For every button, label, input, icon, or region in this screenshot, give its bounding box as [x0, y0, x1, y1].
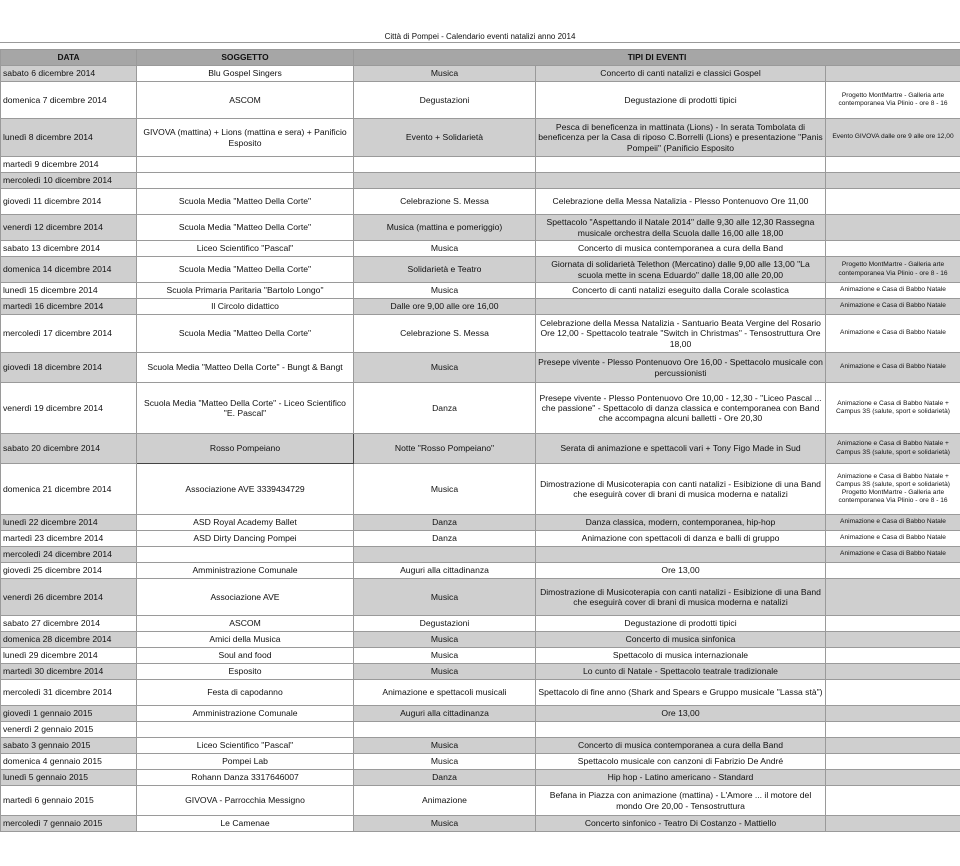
date-cell[interactable]: martedì 23 dicembre 2014	[1, 531, 137, 547]
event-type-cell[interactable]: Musica	[354, 579, 536, 616]
description-cell[interactable]: Spettacolo di musica internazionale	[536, 648, 826, 664]
description-cell[interactable]: Dimostrazione di Musicoterapia con canti natalizi - Esibizione di una Band che eseguirà cover di brani di musica moderna e natalizi	[536, 464, 826, 515]
date-cell[interactable]: venerdì 2 gennaio 2015	[1, 722, 137, 738]
subject-cell[interactable]: Soul and food	[137, 648, 354, 664]
event-type-cell[interactable]: Animazione e spettacoli musicali	[354, 680, 536, 706]
table-row	[1, 173, 960, 189]
subject-cell[interactable]: Associazione AVE	[137, 579, 354, 616]
subject-cell[interactable]: Amministrazione Comunale	[137, 563, 354, 579]
event-type-cell[interactable]: Animazione	[354, 786, 536, 816]
note-cell[interactable]: Animazione e Casa di Babbo Natale	[826, 547, 960, 563]
note-cell[interactable]	[826, 173, 960, 189]
description-cell[interactable]: Spettacolo musicale con canzoni di Fabrizio De André	[536, 754, 826, 770]
date-cell[interactable]: domenica 28 dicembre 2014	[1, 632, 137, 648]
description-cell[interactable]: Concerto di musica sinfonica	[536, 632, 826, 648]
subject-cell[interactable]: ASCOM	[137, 616, 354, 632]
note-cell[interactable]	[826, 648, 960, 664]
table-row	[1, 664, 960, 680]
note-cell[interactable]	[826, 816, 960, 832]
table-row	[1, 241, 960, 257]
table-row	[1, 816, 960, 832]
description-cell[interactable]: Dimostrazione di Musicoterapia con canti natalizi - Esibizione di una Band che eseguirà cover di brani di musica moderna e natalizi	[536, 579, 826, 616]
table-row	[1, 616, 960, 632]
date-cell[interactable]: martedì 9 dicembre 2014	[1, 157, 137, 173]
description-cell[interactable]	[536, 173, 826, 189]
date-cell[interactable]: martedì 6 gennaio 2015	[1, 786, 137, 816]
subject-cell[interactable]	[137, 722, 354, 738]
date-cell[interactable]: domenica 4 gennaio 2015	[1, 754, 137, 770]
description-cell[interactable]: Presepe vivente - Plesso Pontenuovo Ore 16,00 - Spettacolo musicale con percussionisti	[536, 353, 826, 383]
table-row	[1, 119, 960, 157]
event-type-cell[interactable]: Celebrazione S. Messa	[354, 189, 536, 215]
description-cell[interactable]: Serata di animazione e spettacoli vari + Tony Figo Made in Sud	[536, 434, 826, 464]
note-cell[interactable]	[826, 579, 960, 616]
date-cell[interactable]: giovedì 18 dicembre 2014	[1, 353, 137, 383]
description-cell[interactable]: Pesca di beneficenza in mattinata (Lions) - In serata Tombolata di beneficenza per la Casa di riposo C.Borrelli (Lions) e presentazione "Panis Pompeii" (Panificio Esposito	[536, 119, 826, 157]
subject-cell[interactable]: Pompei Lab	[137, 754, 354, 770]
event-type-cell[interactable]	[354, 722, 536, 738]
table-row	[1, 722, 960, 738]
header-tipi: TIPI DI EVENTI	[354, 50, 960, 66]
subject-cell[interactable]: Blu Gospel Singers	[137, 66, 354, 82]
subject-cell[interactable]: Amici della Musica	[137, 632, 354, 648]
table-row	[1, 215, 960, 241]
date-cell[interactable]: martedì 16 dicembre 2014	[1, 299, 137, 315]
event-type-cell[interactable]: Musica	[354, 816, 536, 832]
table-row	[1, 383, 960, 434]
note-cell[interactable]	[826, 706, 960, 722]
table-row	[1, 66, 960, 82]
date-cell[interactable]: martedì 30 dicembre 2014	[1, 664, 137, 680]
date-cell[interactable]: sabato 6 dicembre 2014	[1, 66, 137, 82]
note-cell[interactable]	[826, 241, 960, 257]
table-row	[1, 754, 960, 770]
subject-cell[interactable]: Rosso Pompeiano	[137, 434, 354, 464]
note-cell[interactable]	[826, 786, 960, 816]
event-type-cell[interactable]: Danza	[354, 515, 536, 531]
subject-cell[interactable]: Esposito	[137, 664, 354, 680]
events-table	[0, 49, 960, 832]
subject-cell[interactable]: Festa di capodanno	[137, 680, 354, 706]
note-cell[interactable]	[826, 616, 960, 632]
note-cell[interactable]	[826, 66, 960, 82]
date-cell[interactable]: mercoledì 10 dicembre 2014	[1, 173, 137, 189]
table-row	[1, 82, 960, 119]
description-cell[interactable]: Befana in Piazza con animazione (mattina) - L'Amore ... il motore del mondo Ore 20,00 - Tensostruttura	[536, 786, 826, 816]
table-row	[1, 434, 960, 464]
table-row	[1, 563, 960, 579]
event-type-cell[interactable]: Celebrazione S. Messa	[354, 315, 536, 353]
date-cell[interactable]: lunedì 22 dicembre 2014	[1, 515, 137, 531]
table-row	[1, 547, 960, 563]
event-type-cell[interactable]: Musica	[354, 66, 536, 82]
note-cell[interactable]: Animazione e Casa di Babbo Natale	[826, 299, 960, 315]
note-cell[interactable]	[826, 664, 960, 680]
subject-cell[interactable]	[137, 157, 354, 173]
subject-cell[interactable]: Il Circolo didattico	[137, 299, 354, 315]
date-cell[interactable]: lunedì 15 dicembre 2014	[1, 283, 137, 299]
subject-cell[interactable]: Scuola Media "Matteo Della Corte" - Bungt & Bangt	[137, 353, 354, 383]
date-cell[interactable]: giovedì 11 dicembre 2014	[1, 189, 137, 215]
event-type-cell[interactable]: Musica	[354, 464, 536, 515]
date-cell[interactable]: domenica 7 dicembre 2014	[1, 82, 137, 119]
event-type-cell[interactable]: Dalle ore 9,00 alle ore 16,00	[354, 299, 536, 315]
subject-cell[interactable]	[137, 547, 354, 563]
event-type-cell[interactable]: Degustazioni	[354, 82, 536, 119]
note-cell[interactable]	[826, 563, 960, 579]
event-type-cell[interactable]: Musica	[354, 241, 536, 257]
date-cell[interactable]: mercoledì 24 dicembre 2014	[1, 547, 137, 563]
table-row	[1, 648, 960, 664]
description-cell[interactable]	[536, 157, 826, 173]
note-cell[interactable]	[826, 738, 960, 754]
description-cell[interactable]: Presepe vivente - Plesso Pontenuovo Ore 10,00 - 12,30 - "Liceo Pascal ... che passione" - Spettacolo di danza classica e contemporanea con Band che accompagna alcuni balletti - Ore 20,30	[536, 383, 826, 434]
note-cell[interactable]	[826, 680, 960, 706]
date-cell[interactable]: giovedì 25 dicembre 2014	[1, 563, 137, 579]
date-cell[interactable]: venerdì 26 dicembre 2014	[1, 579, 137, 616]
date-cell[interactable]: venerdì 12 dicembre 2014	[1, 215, 137, 241]
event-type-cell[interactable]: Degustazioni	[354, 616, 536, 632]
description-cell[interactable]: Ore 13,00	[536, 706, 826, 722]
date-cell[interactable]: giovedì 1 gennaio 2015	[1, 706, 137, 722]
description-cell[interactable]	[536, 722, 826, 738]
description-cell[interactable]: Animazione con spettacoli di danza e balli di gruppo	[536, 531, 826, 547]
date-cell[interactable]: sabato 3 gennaio 2015	[1, 738, 137, 754]
table-row	[1, 157, 960, 173]
date-cell[interactable]: lunedì 29 dicembre 2014	[1, 648, 137, 664]
subject-cell[interactable]: Scuola Media "Matteo Della Corte"	[137, 257, 354, 283]
description-cell[interactable]: Degustazione di prodotti tipici	[536, 616, 826, 632]
description-cell[interactable]: Giornata di solidarietà Telethon (Mercatino) dalle 9,00 alle 13,00 "La scuola mette in scena Eduardo" dalle 18,00 alle 20,00	[536, 257, 826, 283]
description-cell[interactable]: Degustazione di prodotti tipici	[536, 82, 826, 119]
note-cell[interactable]: Animazione e Casa di Babbo Natale	[826, 283, 960, 299]
event-type-cell[interactable]: Musica	[354, 738, 536, 754]
subject-cell[interactable]	[137, 173, 354, 189]
date-cell[interactable]: mercoledì 17 dicembre 2014	[1, 315, 137, 353]
event-type-cell[interactable]: Musica	[354, 664, 536, 680]
event-type-cell[interactable]: Evento + Solidarietà	[354, 119, 536, 157]
description-cell[interactable]: Concerto di canti natalizi eseguito dalla Corale scolastica	[536, 283, 826, 299]
table-row	[1, 464, 960, 515]
event-type-cell[interactable]: Auguri alla cittadinanza	[354, 563, 536, 579]
table-row	[1, 315, 960, 353]
note-cell[interactable]	[826, 722, 960, 738]
table-row	[1, 257, 960, 283]
note-cell[interactable]: Progetto MontMartre - Galleria arte contemporanea Via Plinio - ore 8 - 16	[826, 82, 960, 119]
description-cell[interactable]: Concerto di musica contemporanea a cura della Band	[536, 241, 826, 257]
date-cell[interactable]: sabato 20 dicembre 2014	[1, 434, 137, 464]
description-cell[interactable]	[536, 547, 826, 563]
note-cell[interactable]	[826, 770, 960, 786]
table-row	[1, 579, 960, 616]
subject-cell[interactable]: Le Camenae	[137, 816, 354, 832]
event-type-cell[interactable]: Notte "Rosso Pompeiano"	[354, 434, 536, 464]
subject-cell[interactable]: Scuola Media "Matteo Della Corte"	[137, 189, 354, 215]
table-row	[1, 515, 960, 531]
subject-cell[interactable]: ASD Dirty Dancing Pompei	[137, 531, 354, 547]
subject-cell[interactable]: Scuola Primaria Paritaria "Bartolo Longo"	[137, 283, 354, 299]
table-row	[1, 531, 960, 547]
event-type-cell[interactable]: Musica	[354, 283, 536, 299]
subject-cell[interactable]: Rohann Danza 3317646007	[137, 770, 354, 786]
subject-cell[interactable]: ASCOM	[137, 82, 354, 119]
description-cell[interactable]: Lo cunto di Natale - Spettacolo teatrale tradizionale	[536, 664, 826, 680]
event-type-cell[interactable]: Danza	[354, 383, 536, 434]
note-cell[interactable]: Animazione e Casa di Babbo Natale	[826, 315, 960, 353]
description-cell[interactable]: Celebrazione della Messa Natalizia - Plesso Pontenuovo Ore 11,00	[536, 189, 826, 215]
event-type-cell[interactable]	[354, 173, 536, 189]
subject-cell[interactable]: Associazione AVE 3339434729	[137, 464, 354, 515]
subject-cell[interactable]: ASD Royal Academy Ballet	[137, 515, 354, 531]
sheet-title: Città di Pompei - Calendario eventi natalizi anno 2014	[384, 32, 576, 41]
description-cell[interactable]: Spettacolo di fine anno (Shark and Spears e Gruppo musicale "Lassa stà")	[536, 680, 826, 706]
event-type-cell[interactable]: Danza	[354, 531, 536, 547]
note-cell[interactable]: Animazione e Casa di Babbo Natale + Campus 3S (salute, sport e solidarietà) Progetto MontMartre - Galleria arte contemporanea Via Plinio - ore 8 - 16	[826, 464, 960, 515]
description-cell[interactable]: Ore 13,00	[536, 563, 826, 579]
description-cell[interactable]: Concerto di canti natalizi e classici Gospel	[536, 66, 826, 82]
event-type-cell[interactable]: Auguri alla cittadinanza	[354, 706, 536, 722]
event-type-cell[interactable]: Danza	[354, 770, 536, 786]
event-type-cell[interactable]: Musica	[354, 353, 536, 383]
subject-cell[interactable]: GIVOVA (mattina) + Lions (mattina e sera) + Panificio Esposito	[137, 119, 354, 157]
note-cell[interactable]	[826, 215, 960, 241]
table-row	[1, 770, 960, 786]
note-cell[interactable]	[826, 157, 960, 173]
description-cell[interactable]: Celebrazione della Messa Natalizia - Santuario Beata Vergine del Rosario Ore 12,00 - Spettacolo teatrale "Switch in Christmas" - Tensostruttura Ore 18,00	[536, 315, 826, 353]
subject-cell[interactable]: Liceo Scientifico "Pascal"	[137, 738, 354, 754]
note-cell[interactable]: Evento GIVOVA dalle ore 9 alle ore 12,00	[826, 119, 960, 157]
description-cell[interactable]: Concerto di musica contemporanea a cura della Band	[536, 738, 826, 754]
table-row	[1, 786, 960, 816]
event-type-cell[interactable]: Musica	[354, 648, 536, 664]
description-cell[interactable]: Hip hop - Latino americano - Standard	[536, 770, 826, 786]
description-cell[interactable]: Spettacolo "Aspettando il Natale 2014" dalle 9,30 alle 12,30 Rassegna musicale orchestra della Scuola dalle 16,00 alle 18,00	[536, 215, 826, 241]
table-row	[1, 738, 960, 754]
date-cell[interactable]: domenica 21 dicembre 2014	[1, 464, 137, 515]
note-cell[interactable]	[826, 632, 960, 648]
note-cell[interactable]: Animazione e Casa di Babbo Natale + Campus 3S (salute, sport e solidarietà)	[826, 434, 960, 464]
description-cell[interactable]: Danza classica, modern, contemporanea, hip-hop	[536, 515, 826, 531]
note-cell[interactable]: Progetto MontMartre - Galleria arte contemporanea Via Plinio - ore 8 - 16	[826, 257, 960, 283]
date-cell[interactable]: lunedì 5 gennaio 2015	[1, 770, 137, 786]
event-type-cell[interactable]: Solidarietà e Teatro	[354, 257, 536, 283]
description-cell[interactable]: Concerto sinfonico - Teatro Di Costanzo - Mattiello	[536, 816, 826, 832]
table-row	[1, 706, 960, 722]
header-soggetto: SOGGETTO	[137, 50, 354, 66]
event-type-cell[interactable]	[354, 157, 536, 173]
table-row	[1, 680, 960, 706]
date-cell[interactable]: sabato 13 dicembre 2014	[1, 241, 137, 257]
event-type-cell[interactable]: Musica	[354, 754, 536, 770]
note-cell[interactable]: Animazione e Casa di Babbo Natale	[826, 515, 960, 531]
date-cell[interactable]: mercoledì 31 dicembre 2014	[1, 680, 137, 706]
table-row	[1, 189, 960, 215]
date-cell[interactable]: mercoledì 7 gennaio 2015	[1, 816, 137, 832]
date-cell[interactable]: lunedì 8 dicembre 2014	[1, 119, 137, 157]
subject-cell[interactable]: GIVOVA - Parrocchia Messigno	[137, 786, 354, 816]
subject-cell[interactable]: Scuola Media "Matteo Della Corte"	[137, 315, 354, 353]
date-cell[interactable]: domenica 14 dicembre 2014	[1, 257, 137, 283]
event-type-cell[interactable]	[354, 547, 536, 563]
table-row	[1, 299, 960, 315]
note-cell[interactable]	[826, 189, 960, 215]
note-cell[interactable]: Animazione e Casa di Babbo Natale	[826, 353, 960, 383]
date-cell[interactable]: venerdì 19 dicembre 2014	[1, 383, 137, 434]
subject-cell[interactable]: Liceo Scientifico "Pascal"	[137, 241, 354, 257]
subject-cell[interactable]: Scuola Media "Matteo Della Corte"	[137, 215, 354, 241]
note-cell[interactable]: Animazione e Casa di Babbo Natale + Campus 3S (salute, sport e solidarietà)	[826, 383, 960, 434]
date-cell[interactable]: sabato 27 dicembre 2014	[1, 616, 137, 632]
note-cell[interactable]	[826, 754, 960, 770]
subject-cell[interactable]: Scuola Media "Matteo Della Corte" - Liceo Scientifico "E. Pascal"	[137, 383, 354, 434]
subject-cell[interactable]: Amministrazione Comunale	[137, 706, 354, 722]
header-data: DATA	[1, 50, 137, 66]
table-row	[1, 632, 960, 648]
description-cell[interactable]	[536, 299, 826, 315]
event-type-cell[interactable]: Musica	[354, 632, 536, 648]
table-row	[1, 353, 960, 383]
note-cell[interactable]: Animazione e Casa di Babbo Natale	[826, 531, 960, 547]
event-type-cell[interactable]: Musica (mattina e pomeriggio)	[354, 215, 536, 241]
table-row	[1, 283, 960, 299]
